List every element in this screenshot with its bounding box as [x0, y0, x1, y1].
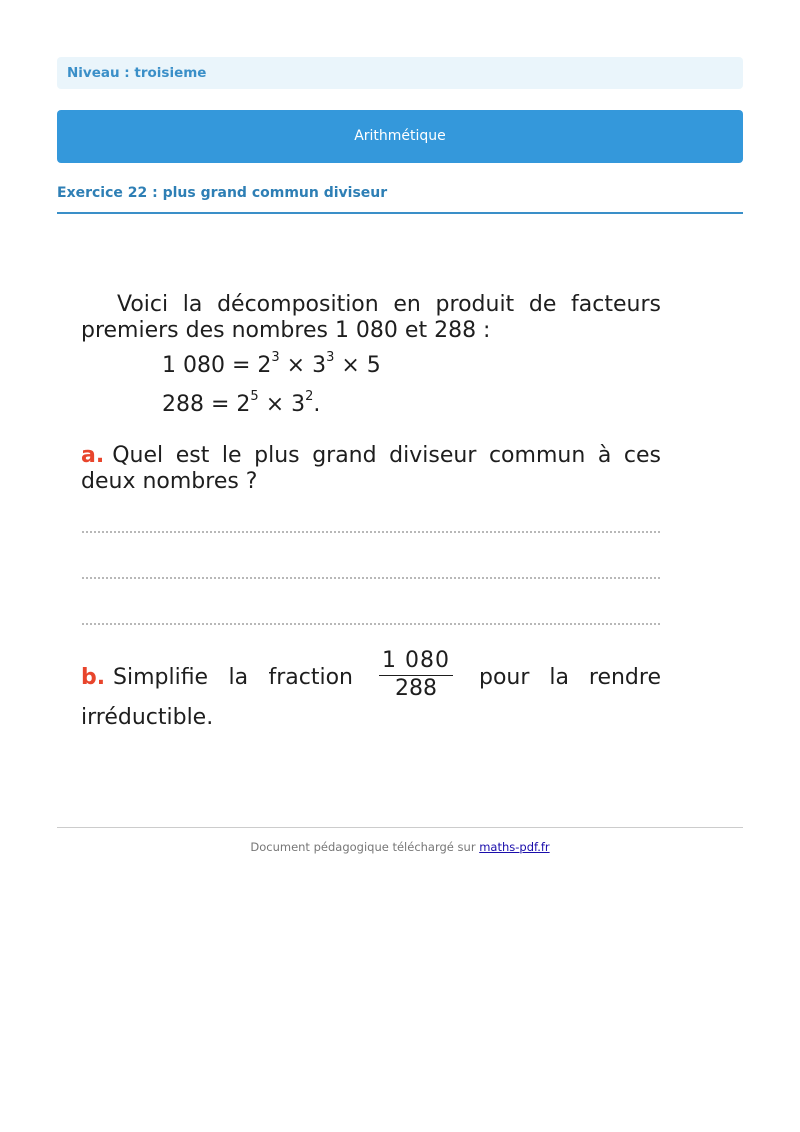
footer [57, 840, 743, 854]
fraction [379, 649, 453, 701]
intro-paragraph [81, 292, 661, 318]
question-a [81, 443, 661, 495]
question-b-text-before: Simplifie la fraction [113, 665, 353, 690]
question-a-letter: a. [81, 443, 105, 468]
question-b-text-after: pour la rendre [479, 665, 661, 690]
intro-line-1: Voici la décomposition en produit de facteurs [117, 292, 661, 317]
question-b-line-2: irréductible. [81, 705, 214, 730]
fraction-numerator: 1 080 [379, 649, 453, 676]
exercise-title: Exercice 22 : plus grand commun diviseur [57, 185, 743, 214]
question-a-line-1: Quel est le plus grand diviseur commun à ces [112, 443, 661, 468]
equation-1080: 1 $080 = 2^3 \times 3^3 \times 5$ [162, 349, 381, 378]
question-b-letter: b. [81, 665, 106, 690]
equation-288: $288 = 2^5 \times 3^2$. [162, 388, 321, 417]
answer-line-3[interactable] [82, 623, 660, 625]
footer-link[interactable]: maths-pdf.fr [479, 840, 550, 854]
answer-line-1[interactable] [82, 531, 660, 533]
footer-text: Document pédagogique téléchargé sur [250, 840, 480, 854]
answer-line-2[interactable] [82, 577, 660, 579]
question-a-line-2: deux nombres ? [81, 469, 258, 494]
theme-banner: Arithmétique [57, 110, 743, 163]
question-b [81, 648, 661, 731]
level-label: Niveau : troisieme [57, 57, 743, 89]
fraction-denominator: 288 [395, 676, 437, 701]
exercise-body [81, 292, 661, 731]
footer-divider [57, 827, 743, 828]
intro-line-2: premiers des nombres 1 080 et 288 : [81, 318, 491, 343]
